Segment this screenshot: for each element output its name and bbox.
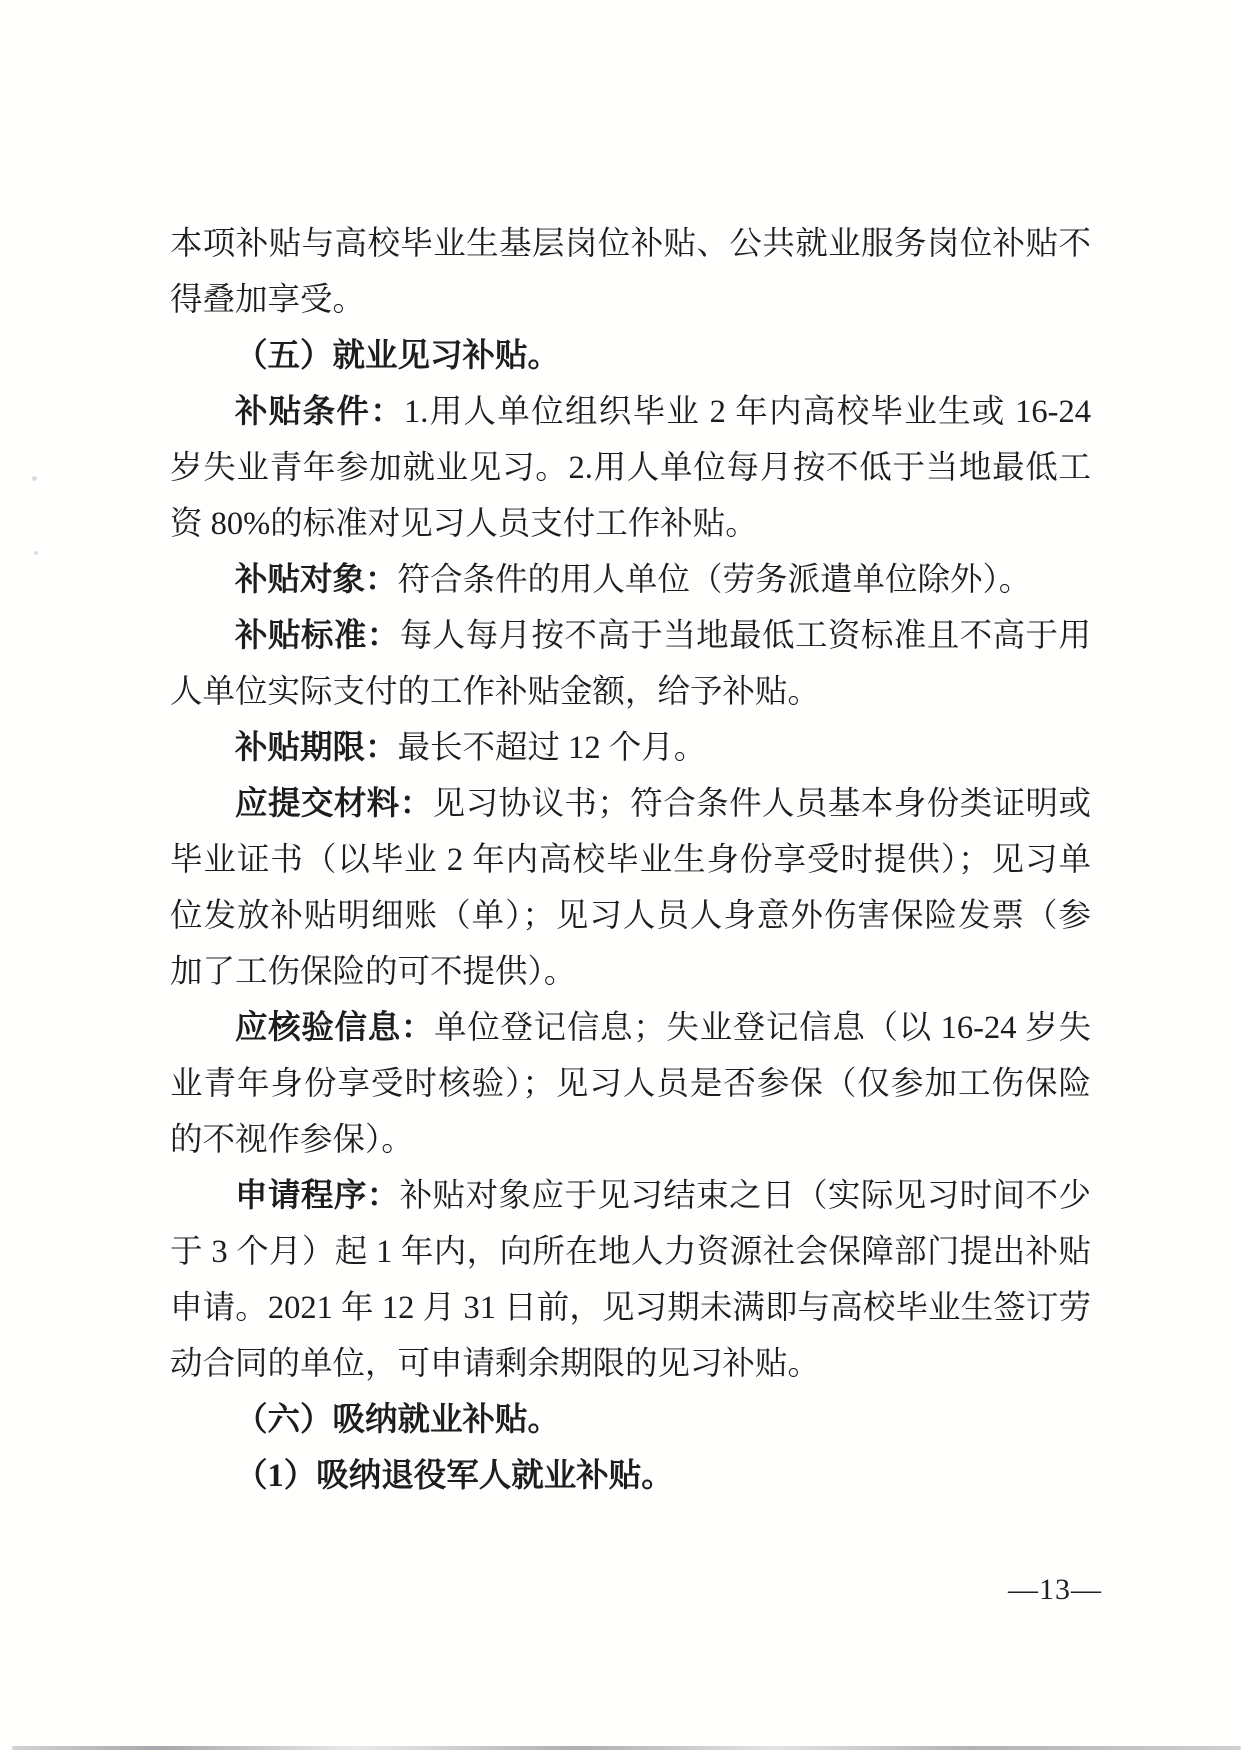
paragraph: [170, 216, 1091, 328]
paragraph-text: 符合条件的用人单位（劳务派遣单位除外）。: [397, 562, 1032, 598]
paragraph-text: 1.用人单位组织毕业 2 年内高校毕业生或 16-24 岁失业青年参加就业见习。2.用人单位每月按不低于当地最低工资 80%的标准对见习人员支付工作补贴。: [170, 394, 1091, 542]
paragraph: [170, 552, 1091, 608]
paragraph-text: 每人每月按不高于当地最低工资标准且不高于用人单位实际支付的工作补贴金额，给予补贴。: [170, 618, 1091, 710]
paragraph: [170, 384, 1091, 552]
paragraph-label: 申请程序：: [235, 1178, 400, 1214]
section-heading-6: [170, 1392, 1091, 1448]
scan-artifact-bottom-edge: [12, 1746, 1241, 1750]
paragraph: [170, 776, 1091, 1000]
paragraph: [170, 720, 1091, 776]
scan-artifact-speck: [32, 476, 37, 481]
section-heading-text: （六）吸纳就业补贴。: [235, 1402, 561, 1438]
paragraph-text: 补贴对象应于见习结束之日（实际见习时间不少于 3 个月）起 1 年内，向所在地人力资源社会保障部门提出补贴申请。2021 年 12 月 31 日前，见习期未满即与高校毕业生签订劳动合同的单位，可申请剩余期限的见习补贴。: [170, 1178, 1091, 1382]
paragraph-text: 最长不超过 12 个月。: [397, 730, 707, 766]
paragraph-text: 本项补贴与高校毕业生基层岗位补贴、公共就业服务岗位补贴不得叠加享受。: [170, 226, 1091, 318]
section-heading-5: [170, 328, 1091, 384]
paragraph-text: 见习协议书；符合条件人员基本身份类证明或毕业证书（以毕业 2 年内高校毕业生身份享受时提供）；见习单位发放补贴明细账（单）；见习人员人身意外伤害保险发票（参加了工伤保险的可不提供）。: [170, 786, 1091, 990]
paragraph-label: 补贴期限：: [235, 730, 398, 766]
sub-heading-text: （1）吸纳退役军人就业补贴。: [235, 1458, 674, 1494]
sub-heading-1: [170, 1448, 1091, 1504]
page-number: —13—: [1008, 1573, 1102, 1606]
paragraph: [170, 1168, 1091, 1392]
paragraph: [170, 608, 1091, 720]
document-body: [170, 216, 1091, 1504]
paragraph-label: 补贴对象：: [235, 562, 398, 598]
section-heading-text: （五）就业见习补贴。: [235, 338, 561, 374]
paragraph-text: 单位登记信息；失业登记信息（以 16-24 岁失业青年身份享受时核验）；见习人员是否参保（仅参加工伤保险的不视作参保）。: [170, 1010, 1091, 1158]
paragraph-label: 应提交材料：: [235, 786, 433, 822]
paragraph-label: 补贴标准：: [235, 618, 400, 654]
scan-artifact-speck: [34, 551, 38, 555]
paragraph-label: 补贴条件：: [235, 394, 405, 430]
paragraph-label: 应核验信息：: [235, 1010, 435, 1046]
paragraph: [170, 1000, 1091, 1168]
